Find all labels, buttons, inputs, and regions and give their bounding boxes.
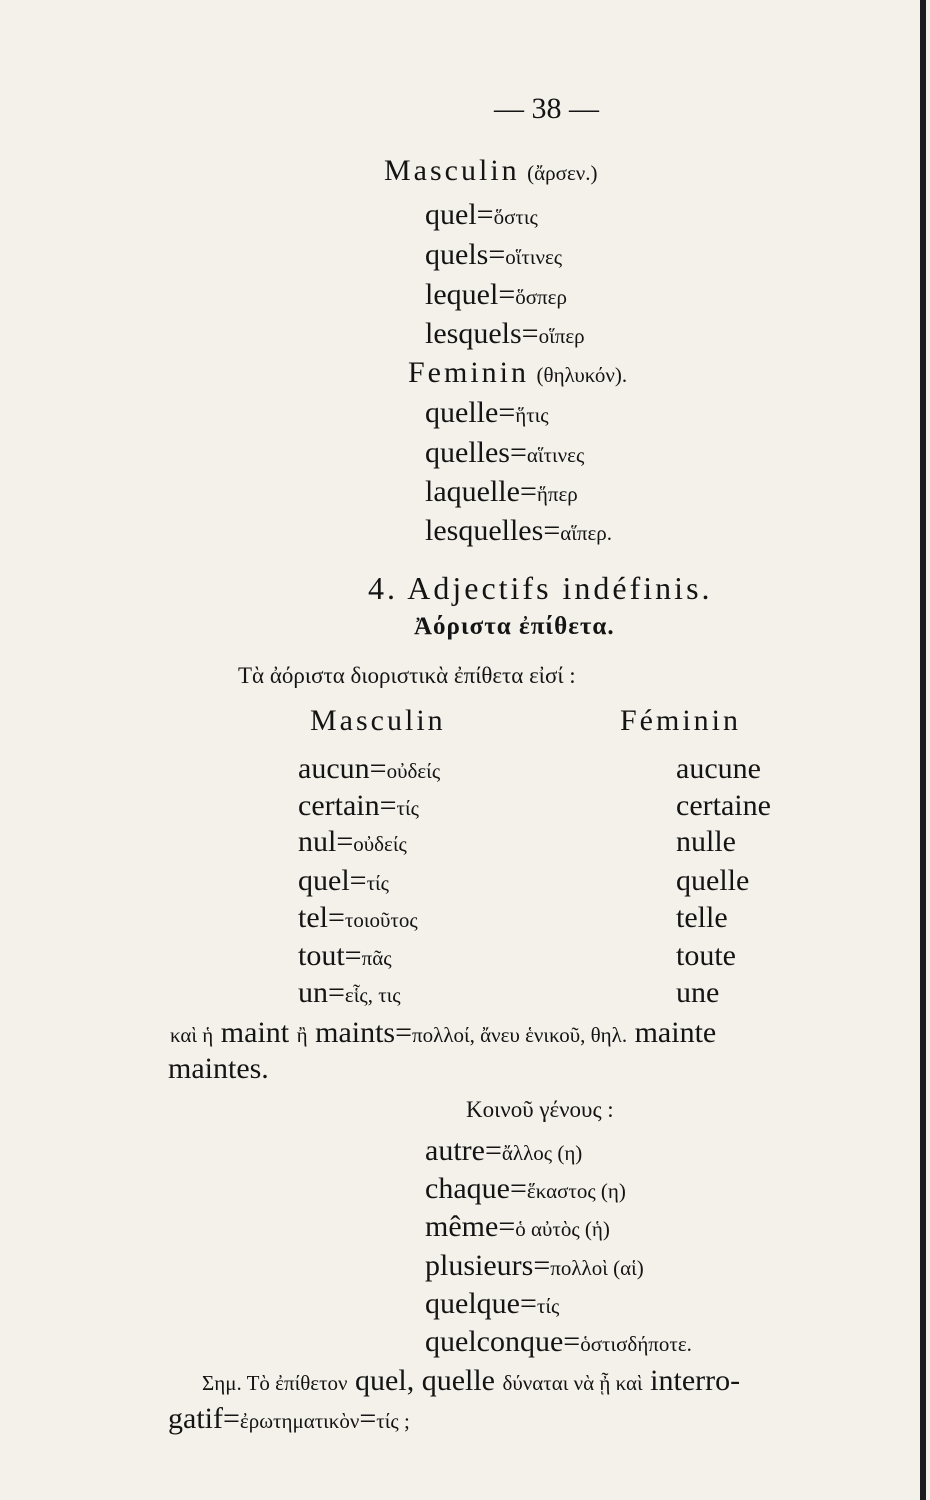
- indef-row-fem: toute: [676, 939, 736, 972]
- common-gr: ἕκαστος (η): [526, 1179, 626, 1203]
- note-line-2: gatif=ἐρωτηματικὸν=τίς ;: [168, 1402, 410, 1435]
- section-intro: Τὰ ἀόριστα διοριστικὰ ἐπίθετα εἰσί :: [238, 663, 576, 688]
- indef-row-masc: certain=τίς: [298, 789, 419, 822]
- indef-gr: τίς: [366, 871, 389, 895]
- indef-row-masc: tout=πᾶς: [298, 939, 392, 972]
- maint-gr-3: πολλοί, ἄνευ ἑνικοῦ, θηλ.: [412, 1023, 628, 1047]
- maint-fr-1: maint: [220, 1016, 290, 1049]
- note-line-1: [202, 1366, 740, 1396]
- maint-gr-1: καὶ ἡ: [170, 1023, 214, 1047]
- indef-row-masc: quel=τίς: [298, 864, 389, 897]
- rel-fr: quelles: [425, 436, 510, 469]
- section-title: 4. Adjectifs indéfinis.: [368, 570, 713, 606]
- common-row: même=ὁ αὐτὸς (ἡ): [425, 1210, 610, 1243]
- feminin-heading-gr: (θηλυκόν).: [536, 363, 628, 387]
- common-row: plusieurs=πολλοὶ (αἱ): [425, 1249, 644, 1282]
- rel-fr: lesquelles: [425, 514, 544, 547]
- indef-gr: τοιοῦτος: [344, 908, 418, 932]
- note-gr-3: ἐρωτηματικὸν: [239, 1409, 360, 1433]
- common-gr: πολλοὶ (αἱ): [550, 1256, 644, 1280]
- indef-row-masc: un=εἷς, τις: [298, 976, 401, 1009]
- indef-fr: un: [298, 976, 328, 1009]
- indef-row-fem: nulle: [676, 825, 736, 858]
- common-row: quelconque=ὁστισδήποτε.: [425, 1325, 692, 1358]
- rel-gr: ὅσπερ: [515, 285, 567, 309]
- rel-gr: αἵπερ.: [560, 521, 613, 545]
- indef-row-fem: certaine: [676, 789, 771, 822]
- common-row: quelque=τίς: [425, 1287, 560, 1320]
- common-fr: quelconque: [425, 1325, 564, 1358]
- maint-gr-2: ἢ: [296, 1023, 308, 1047]
- common-fr: plusieurs: [425, 1249, 534, 1282]
- rel-fr: quel: [425, 198, 477, 231]
- indef-row-fem: une: [676, 976, 720, 1009]
- maint-fr-2: maints: [315, 1016, 396, 1049]
- indef-gr: οὐδείς: [353, 832, 407, 856]
- rel-gr: ὅστις: [493, 205, 538, 229]
- common-row: chaque=ἕκαστος (η): [425, 1172, 626, 1205]
- note-fr-2: interro-: [650, 1364, 741, 1397]
- rel-gr: αἵτινες: [526, 443, 585, 467]
- rel-row-5: quelle=ἥτις: [425, 396, 549, 429]
- rel-row-6: quelles=αἵτινες: [425, 436, 585, 469]
- note-gr-4: τίς ;: [376, 1409, 410, 1433]
- rel-gr: οἵτινες: [505, 245, 563, 269]
- indef-fr: certain: [298, 789, 380, 822]
- rel-row-1: quel=ὅστις: [425, 198, 538, 231]
- indef-gr: τίς: [396, 796, 419, 820]
- common-gr: ὁ αὐτὸς (ἡ): [515, 1217, 610, 1241]
- rel-gr: ἥτις: [515, 403, 549, 427]
- rel-fr: lequel: [425, 278, 499, 311]
- maint-continuation: maintes.: [168, 1052, 269, 1085]
- indef-gr: εἷς, τις: [344, 983, 401, 1007]
- page-edge-shadow: [920, 0, 926, 1500]
- common-fr: chaque: [425, 1172, 510, 1205]
- indef-row-fem: quelle: [676, 864, 750, 897]
- section-greek-title: Ἀόριστα ἐπίθετα.: [414, 613, 615, 640]
- masculin-heading-fr: Masculin: [384, 154, 520, 187]
- indef-fr: quel: [298, 864, 350, 897]
- rel-fr: laquelle: [425, 475, 520, 508]
- indef-row-fem: telle: [676, 901, 728, 934]
- maint-fr-3: mainte: [634, 1016, 717, 1049]
- indef-row-masc: tel=τοιοῦτος: [298, 901, 418, 934]
- common-fr: même: [425, 1210, 499, 1243]
- rel-row-3: lequel=ὅσπερ: [425, 278, 567, 311]
- rel-row-4: lesquels=οἵπερ: [425, 317, 585, 350]
- rel-gr: οἵπερ: [538, 324, 585, 348]
- rel-row-7: laquelle=ἥπερ: [425, 475, 578, 508]
- col-feminin: Féminin: [620, 704, 742, 737]
- note-gr-2: δύναται νὰ ᾖ καὶ: [502, 1371, 643, 1395]
- rel-fr: quels: [425, 238, 489, 271]
- rel-row-8: lesquelles=αἵπερ.: [425, 514, 613, 547]
- common-gr: ἄλλος (η): [501, 1141, 583, 1165]
- indef-gr: οὐδείς: [386, 759, 441, 783]
- note-fr-3: gatif: [168, 1402, 223, 1435]
- note-gr-1: Σημ. Τὸ ἐπίθετον: [202, 1371, 348, 1395]
- page-number: — 38 —: [494, 92, 599, 125]
- masculin-heading: [384, 156, 598, 186]
- indef-fr: tel: [298, 901, 328, 934]
- maint-line: καὶ ἡ maint ἢ maints=πολλοί, ἄνευ ἑνικοῦ, θηλ. mainte: [170, 1016, 717, 1049]
- note-fr-1: quel, quelle: [355, 1364, 495, 1397]
- feminin-heading-fr: Feminin: [408, 356, 530, 389]
- rel-row-2: quels=οἵτινες: [425, 238, 563, 271]
- common-fr: quelque: [425, 1287, 520, 1320]
- common-gr: τίς: [536, 1294, 560, 1318]
- rel-gr: ἥπερ: [536, 482, 578, 506]
- feminin-heading: [408, 358, 627, 388]
- indef-row-fem: aucune: [676, 752, 761, 785]
- common-gr: ὁστισδήποτε.: [580, 1332, 692, 1356]
- indef-row-masc: nul=οὐδείς: [298, 825, 407, 858]
- common-heading: Κοινοῦ γένους :: [466, 1097, 614, 1122]
- indef-fr: aucun: [298, 752, 370, 785]
- indef-row-masc: aucun=οὐδείς: [298, 752, 441, 785]
- common-fr: autre: [425, 1134, 485, 1167]
- col-masculin: Masculin: [310, 704, 446, 737]
- rel-fr: quelle: [425, 396, 499, 429]
- rel-fr: lesquels: [425, 317, 522, 350]
- indef-fr: nul: [298, 825, 337, 858]
- indef-gr: πᾶς: [361, 946, 392, 970]
- indef-fr: tout: [298, 939, 345, 972]
- common-row: autre=ἄλλος (η): [425, 1134, 583, 1167]
- masculin-heading-gr: (ἄρσεν.): [527, 161, 598, 185]
